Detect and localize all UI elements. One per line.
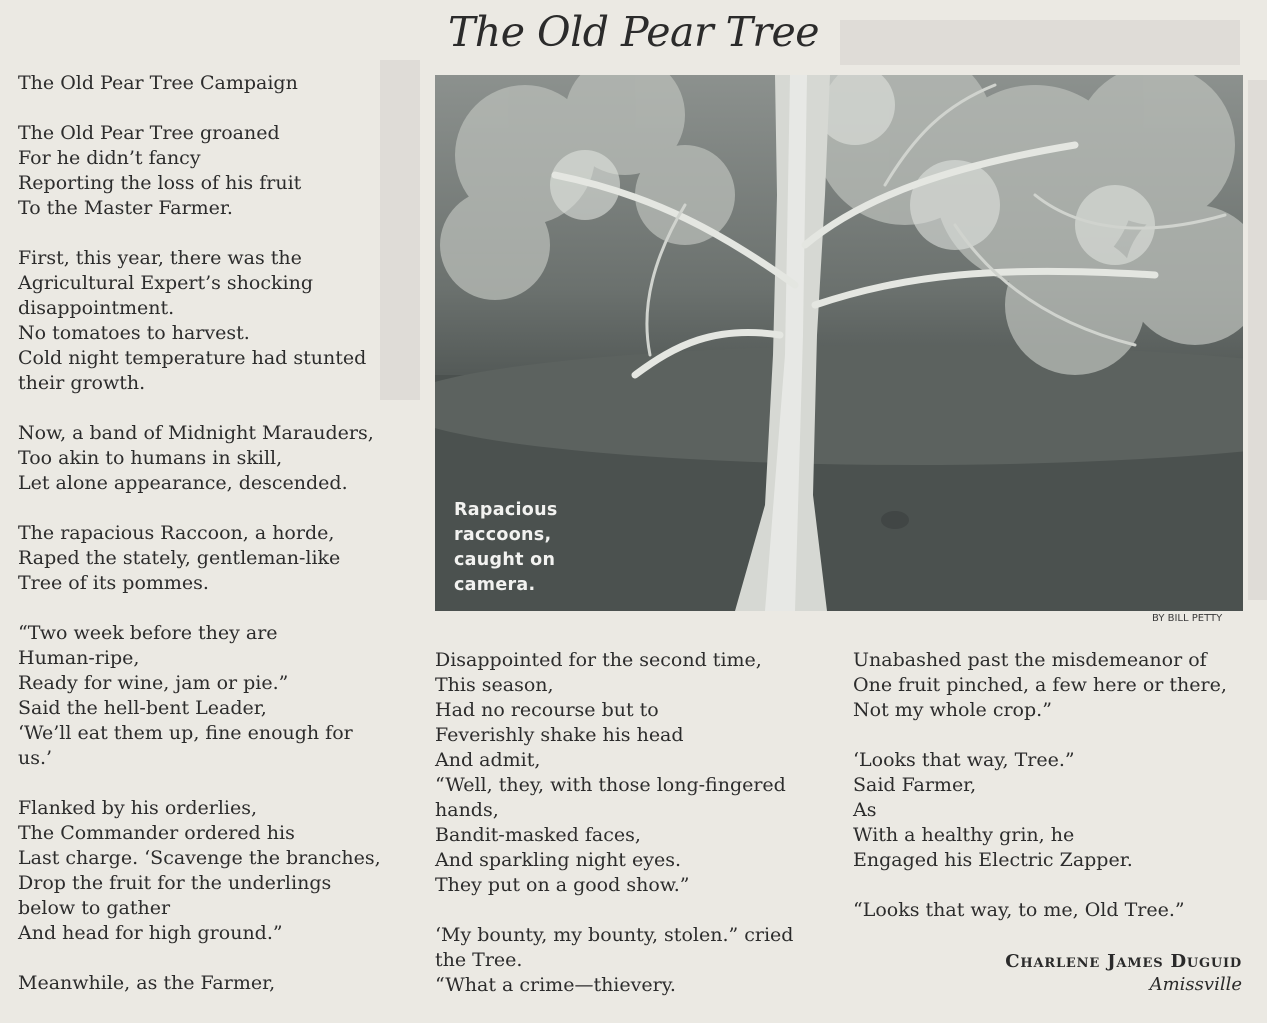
poem-column-1 [18,71,418,1021]
poem-line: “Two week before they are [18,622,278,644]
poem-line: Too akin to humans in skill, [18,447,283,469]
poem-stanza [18,796,418,946]
poem-line: Unabashed past the misdemeanor of [853,649,1207,671]
poem-line: First, this year, there was the [18,247,302,269]
photo-caption [454,498,558,598]
background-bleed [1248,80,1267,600]
poem-line: their growth. [18,372,146,394]
article-title: The Old Pear Tree [447,8,820,56]
caption-line: camera. [454,575,536,595]
poem-stanza [853,898,1248,923]
poem-line: For he didn’t fancy [18,147,201,169]
poem-line: Said the hell-bent Leader, [18,697,267,719]
poem-stanza [435,648,835,898]
poem-line: “Well, they, with those long-fingered [435,774,786,796]
poem-line: “What a crime—thievery. [435,974,676,996]
poem-line: hands, [435,799,499,821]
poem-line: Ready for wine, jam or pie.” [18,672,289,694]
poem-line: To the Master Farmer. [18,197,233,219]
poem-line: As [853,799,877,821]
author-byline [1005,951,1242,995]
poem-stanza [18,621,418,771]
poem-line: Feverishly shake his head [435,724,684,746]
poem-line: No tomatoes to harvest. [18,322,250,344]
poem-line: They put on a good show.” [435,874,690,896]
poem-line: Had no recourse but to [435,699,659,721]
poem-line: And admit, [435,749,541,771]
poem-line: The Old Pear Tree groaned [18,122,280,144]
poem-stanza [18,521,418,596]
poem-line: And head for high ground.” [18,922,283,944]
poem-line: Disappointed for the second time, [435,649,762,671]
poem-stanza [18,246,418,396]
poem-stanza [853,748,1248,873]
poem-stanza [18,121,418,221]
poem-line: below to gather [18,897,171,919]
poem-line: Reporting the loss of his fruit [18,172,302,194]
poem-line: The Old Pear Tree Campaign [18,72,298,94]
poem-column-2 [435,648,835,1023]
poem-line: “Looks that way, to me, Old Tree.” [853,899,1185,921]
poem-stanza [18,421,418,496]
caption-line: caught on [454,550,556,570]
poem-line: Said Farmer, [853,774,977,796]
poem-line: Bandit-masked faces, [435,824,641,846]
poem-line: ‘My bounty, my bounty, stolen.” cried [435,924,794,946]
poem-line: Drop the fruit for the underlings [18,872,332,894]
poem-line: ‘Looks that way, Tree.” [853,749,1075,771]
caption-line: Rapacious [454,500,558,520]
poem-stanza [18,971,418,996]
caption-line: raccoons, [454,525,552,545]
author-location: Amissville [1149,974,1242,995]
poem-line: And sparkling night eyes. [435,849,681,871]
poem-line: The rapacious Raccoon, a horde, [18,522,335,544]
poem-line: ‘We’ll eat them up, fine enough for [18,722,353,744]
poem-stanza [435,923,835,998]
poem-column-3 [853,648,1248,948]
poem-line: Not my whole crop.” [853,699,1052,721]
poem-line: This season, [435,674,554,696]
poem-line: Let alone appearance, descended. [18,472,348,494]
poem-line: The Commander ordered his [18,822,295,844]
poem-line: the Tree. [435,949,523,971]
author-name: Charlene James Duguid [1005,951,1242,972]
poem-line: Engaged his Electric Zapper. [853,849,1133,871]
poem-line: Meanwhile, as the Farmer, [18,972,276,994]
poem-line: Tree of its pommes. [18,572,209,594]
photo-credit: BY BILL PETTY [1152,613,1223,624]
poem-line: Human-ripe, [18,647,140,669]
poem-line: One fruit pinched, a few here or there, [853,674,1227,696]
poem-line: With a healthy grin, he [853,824,1075,846]
poem-stanza [18,71,418,96]
poem-line: Now, a band of Midnight Marauders, [18,422,374,444]
raccoon-photo [435,75,1243,611]
poem-stanza [853,648,1248,723]
poem-line: Cold night temperature had stunted [18,347,367,369]
poem-line: Last charge. ‘Scavenge the branches, [18,847,381,869]
poem-line: us.’ [18,747,53,769]
poem-line: Flanked by his orderlies, [18,797,258,819]
poem-line: disappointment. [18,297,175,319]
poem-line: Raped the stately, gentleman-like [18,547,341,569]
poem-line: Agricultural Expert’s shocking [18,272,313,294]
